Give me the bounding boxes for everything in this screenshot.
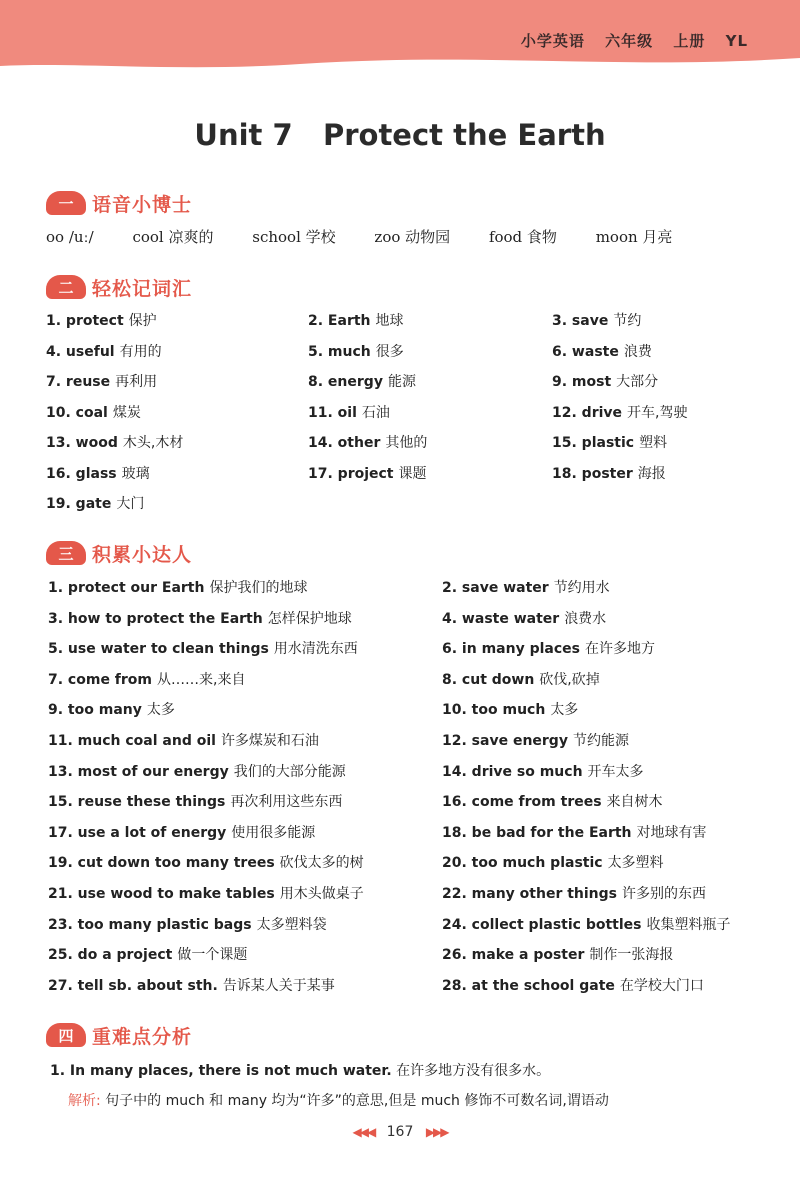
- phrase-item: [48, 761, 346, 781]
- phrase-english: 9. too many: [48, 702, 142, 719]
- vocab-item: [552, 402, 687, 422]
- section-phonics-heading: [46, 190, 192, 216]
- vocab-item: [308, 371, 416, 391]
- phrase-item: [48, 730, 319, 750]
- phrase-item: [442, 669, 600, 689]
- phrase-english: 10. too much: [442, 702, 546, 719]
- page-title: Unit 7 Protect the Earth: [194, 118, 606, 152]
- header-subject: 小学英语: [520, 32, 585, 50]
- left-arrows-icon: ◀◀◀: [352, 1125, 375, 1139]
- vocab-word: 17. project: [308, 465, 394, 482]
- vocab-word: 14. other: [308, 435, 381, 451]
- vocab-word: 16. glass: [46, 465, 117, 482]
- vocab-word: 4. useful: [46, 343, 115, 360]
- phrase-english: 11. much coal and oil: [48, 733, 216, 749]
- phrase-item: [48, 914, 327, 934]
- phrase-english: 8. cut down: [442, 671, 535, 688]
- phrase-chinese: 用木头做桌子: [279, 886, 364, 902]
- phrase-chinese: 太多塑料: [607, 855, 664, 872]
- vocab-meaning: 玻璃: [121, 465, 150, 482]
- phrase-item: [442, 699, 578, 719]
- vocab-meaning: 节约: [613, 313, 642, 329]
- phrase-item: [48, 791, 342, 811]
- phrase-item: [442, 852, 664, 872]
- phonics-item: zoo 动物园: [374, 228, 451, 246]
- phrase-chinese: 太多: [550, 702, 579, 719]
- phrase-item: [442, 822, 707, 842]
- phrase-item: [48, 852, 364, 872]
- phrase-item: [442, 914, 730, 934]
- phonics-item: food 食物: [488, 228, 557, 246]
- vocab-meaning: 塑料: [639, 435, 668, 451]
- phrase-item: [48, 577, 307, 597]
- vocab-meaning: 其他的: [385, 435, 428, 451]
- vocab-item: [46, 402, 141, 422]
- phrase-item: [442, 608, 606, 628]
- section-title: 积累小达人: [92, 543, 193, 566]
- phrase-chinese: 节约能源: [572, 733, 629, 749]
- phrase-english: 4. waste water: [442, 610, 560, 627]
- phrase-item: [48, 669, 245, 689]
- section-title: 语音小博士: [92, 193, 193, 216]
- phrase-english: 22. many other things: [442, 886, 618, 902]
- section-phrases-heading: [46, 540, 192, 566]
- phrase-chinese: 节约用水: [553, 580, 610, 596]
- phrase-item: [442, 975, 704, 995]
- phrase-english: 6. in many places: [442, 641, 580, 658]
- section-title: 重难点分析: [92, 1025, 193, 1048]
- phrase-item: [442, 730, 629, 750]
- section-badge: 二: [46, 275, 86, 299]
- phrase-chinese: 许多别的东西: [622, 886, 707, 902]
- vocab-meaning: 很多: [375, 343, 404, 360]
- phrase-item: [48, 975, 335, 995]
- vocab-word: 8. energy: [308, 374, 383, 390]
- phrase-english: 23. too many plastic bags: [48, 916, 252, 933]
- phrase-chinese: 在许多地方: [584, 641, 655, 658]
- vocab-item: [46, 493, 144, 513]
- vocab-item: [308, 341, 404, 361]
- phrase-chinese: 怎样保护地球: [267, 610, 352, 627]
- section-title: 轻松记词汇: [92, 277, 193, 300]
- vocab-meaning: 大部分: [616, 374, 659, 390]
- vocab-meaning: 再利用: [115, 374, 158, 390]
- phrase-english: 5. use water to clean things: [48, 641, 269, 658]
- analysis-sentence: [50, 1060, 550, 1080]
- phrase-english: 21. use wood to make tables: [48, 886, 275, 902]
- vocab-word: 5. much: [308, 343, 371, 360]
- analysis-label: 解析:: [68, 1093, 101, 1109]
- vocab-word: 12. drive: [552, 404, 623, 421]
- analysis-explanation: [68, 1090, 609, 1110]
- phrase-item: [442, 577, 610, 597]
- vocab-item: [552, 341, 652, 361]
- vocab-word: 18. poster: [552, 465, 633, 482]
- vocab-item: [46, 371, 157, 391]
- vocab-meaning: 课题: [398, 465, 427, 482]
- phrase-english: 16. come from trees: [442, 794, 602, 811]
- vocab-word: 15. plastic: [552, 435, 635, 451]
- vocab-word: 3. save: [552, 313, 609, 329]
- phonics-item: cool 凉爽的: [132, 228, 214, 246]
- phrase-item: [48, 699, 175, 719]
- phrase-chinese: 制作一张海报: [589, 947, 674, 964]
- phrase-item: [442, 944, 673, 964]
- phonics-row: [46, 226, 706, 247]
- phonics-item: oo /uː/: [46, 228, 94, 246]
- vocab-meaning: 有用的: [119, 343, 162, 360]
- header-edition: YL: [725, 32, 748, 50]
- phrase-english: 20. too much plastic: [442, 855, 603, 872]
- phrase-chinese: 做一个课题: [177, 947, 248, 964]
- vocab-item: [308, 432, 427, 452]
- phrase-english: 2. save water: [442, 580, 549, 596]
- vocab-word: 10. coal: [46, 404, 108, 421]
- phrase-item: [48, 638, 358, 658]
- phrase-chinese: 开车太多: [587, 763, 644, 780]
- vocab-meaning: 木头,木材: [122, 435, 184, 451]
- vocab-item: [46, 310, 157, 330]
- header-volume: 上册: [673, 32, 706, 50]
- vocab-word: 13. wood: [46, 435, 118, 451]
- section-analysis-heading: [46, 1022, 192, 1048]
- vocab-meaning: 大门: [116, 496, 145, 512]
- phrase-chinese: 告诉某人关于某事: [222, 977, 335, 994]
- vocab-item: [552, 432, 667, 452]
- phrase-item: [48, 608, 352, 628]
- phonics-item: moon 月亮: [595, 228, 673, 246]
- vocab-item: [46, 432, 183, 452]
- section-badge: 三: [46, 541, 86, 565]
- vocab-meaning: 开车,驾驶: [627, 404, 688, 421]
- page-footer: [0, 1124, 800, 1140]
- phrase-chinese: 对地球有害: [636, 824, 707, 841]
- section-badge: 一: [46, 191, 86, 215]
- vocab-word: 9. most: [552, 374, 612, 390]
- phonics-item: school 学校: [252, 228, 336, 246]
- phrase-item: [48, 944, 247, 964]
- vocab-meaning: 煤炭: [112, 404, 141, 421]
- header-grade: 六年级: [605, 32, 654, 50]
- phrase-item: [442, 791, 663, 811]
- phrase-chinese: 太多: [146, 702, 175, 719]
- right-arrows-icon: ▶▶▶: [425, 1125, 448, 1139]
- vocab-item: [308, 463, 427, 483]
- phrase-english: 3. how to protect the Earth: [48, 610, 263, 627]
- vocab-item: [552, 371, 658, 391]
- phrase-item: [442, 883, 706, 903]
- phrase-english: 28. at the school gate: [442, 977, 615, 994]
- phrase-chinese: 太多塑料袋: [256, 916, 327, 933]
- phrase-item: [48, 883, 364, 903]
- vocab-word: 19. gate: [46, 496, 112, 512]
- phrase-chinese: 从……来,来自: [157, 671, 246, 688]
- phrase-english: 17. use a lot of energy: [48, 824, 227, 841]
- vocab-meaning: 保护: [128, 313, 157, 329]
- phrase-english: 7. come from: [48, 671, 153, 688]
- vocab-item: [46, 341, 162, 361]
- vocab-item: [552, 310, 641, 330]
- vocab-word: 7. reuse: [46, 374, 111, 390]
- phrase-chinese: 许多煤炭和石油: [220, 733, 319, 749]
- phrase-chinese: 收集塑料瓶子: [646, 916, 731, 933]
- phrase-english: 14. drive so much: [442, 763, 583, 780]
- vocab-word: 1. protect: [46, 313, 124, 329]
- phrase-english: 27. tell sb. about sth.: [48, 977, 218, 994]
- header-book-info: [507, 30, 748, 51]
- page-number: 167: [386, 1124, 414, 1140]
- vocab-item: [46, 463, 150, 483]
- vocab-meaning: 石油: [361, 404, 390, 421]
- phrase-item: [442, 638, 655, 658]
- analysis-text: 句子中的 much 和 many 均为“许多”的意思,但是 much 修饰不可数名词,谓语动: [105, 1093, 609, 1109]
- phrase-english: 25. do a project: [48, 947, 173, 964]
- section-badge: 四: [46, 1023, 86, 1047]
- vocab-meaning: 能源: [387, 374, 416, 390]
- vocab-meaning: 浪费: [623, 343, 652, 360]
- phrase-english: 15. reuse these things: [48, 794, 226, 811]
- vocab-item: [308, 310, 404, 330]
- phrase-chinese: 砍伐,砍掉: [539, 671, 600, 688]
- phrase-english: 26. make a poster: [442, 947, 585, 964]
- phrase-chinese: 浪费水: [564, 610, 607, 627]
- phrase-chinese: 我们的大部分能源: [233, 763, 346, 780]
- vocab-word: 11. oil: [308, 404, 357, 421]
- phrase-chinese: 用水清洗东西: [273, 641, 358, 658]
- vocab-meaning: 地球: [375, 313, 404, 329]
- phrase-chinese: 砍伐太多的树: [279, 855, 364, 872]
- phrase-chinese: 来自树木: [606, 794, 663, 811]
- phrase-chinese: 再次利用这些东西: [230, 794, 343, 811]
- phrase-english: 12. save energy: [442, 733, 568, 749]
- phrase-english: 19. cut down too many trees: [48, 855, 275, 872]
- phrase-item: [442, 761, 644, 781]
- phrase-english: 13. most of our energy: [48, 763, 229, 780]
- section-vocab-heading: [46, 274, 192, 300]
- phrase-chinese: 保护我们的地球: [209, 580, 308, 596]
- phrase-english: 1. protect our Earth: [48, 580, 205, 596]
- analysis-sentence-zh: 在许多地方没有很多水。: [396, 1063, 551, 1079]
- vocab-meaning: 海报: [637, 465, 666, 482]
- vocab-word: 6. waste: [552, 343, 619, 360]
- vocab-item: [552, 463, 666, 483]
- phrase-chinese: 在学校大门口: [619, 977, 704, 994]
- phrase-chinese: 使用很多能源: [231, 824, 316, 841]
- phrase-english: 24. collect plastic bottles: [442, 916, 642, 933]
- analysis-sentence-en: 1. In many places, there is not much water.: [50, 1063, 392, 1079]
- vocab-word: 2. Earth: [308, 313, 371, 329]
- phrase-english: 18. be bad for the Earth: [442, 824, 632, 841]
- phrase-item: [48, 822, 315, 842]
- vocab-item: [308, 402, 390, 422]
